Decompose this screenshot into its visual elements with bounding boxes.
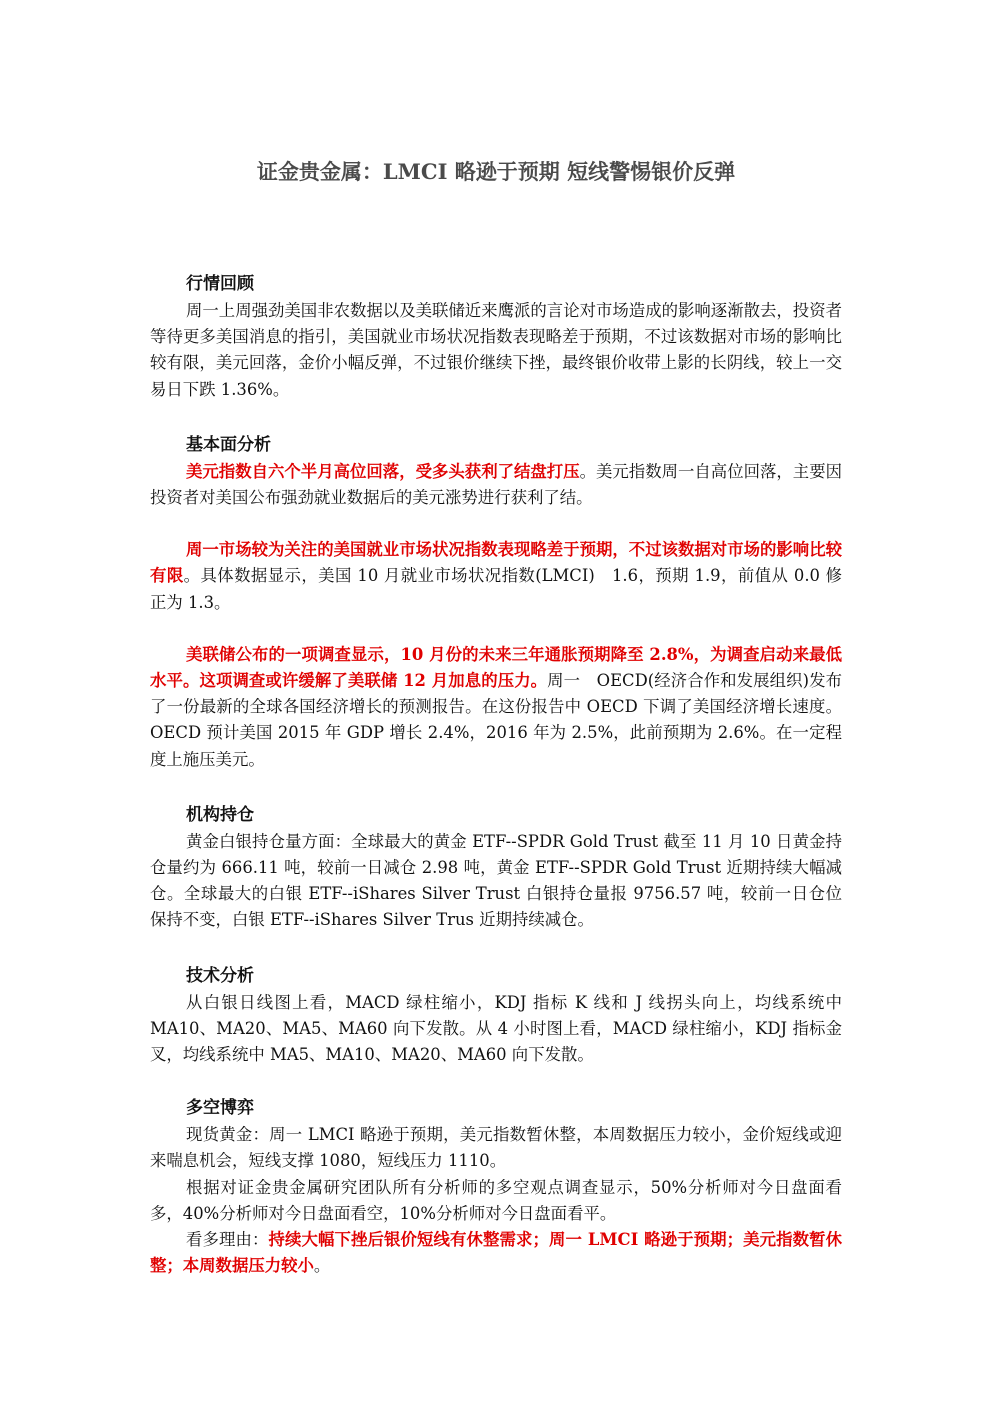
paragraph: 黄金白银持仓量方面：全球最大的黄金 ETF--SPDR Gold Trust 截至 11 月 10 日黄金持仓量约为 666.11 吨，较前一日减仓 2.98 吨，黄金 ETF--SPDR Gold Trust 近期持续大幅减仓。全球最大的白银 ETF--iShares Silver Trust 白银持仓量报 9756.57 吨，较前一日仓位保持不变，白银 ETF--iShares Silver Trus 近期持续减仓。 xyxy=(150,831,842,930)
paragraph xyxy=(150,459,842,511)
paragraph: 根据对证金贵金属研究团队所有分析师的多空观点调查显示，50%分析师对今日盘面看多，40%分析师对今日盘面看空，10%分析师对今日盘面看平。 xyxy=(150,1177,842,1223)
document-page xyxy=(150,150,842,1279)
section-heading: 机构持仓 xyxy=(186,804,254,825)
section-heading: 行情回顾 xyxy=(186,274,254,294)
paragraph: 现货黄金：周一 LMCI 略逊于预期，美元指数暂休整，本周数据压力较小，金价短线或迎来喘息机会，短线支撑 1080，短线压力 1110。 xyxy=(150,1125,842,1171)
section-heading: 多空博弈 xyxy=(186,1098,254,1119)
highlighted-text: 持续大幅下挫后银价短线有休整需求；周一 LMCI 略逊于预期；美元指数暂休整；本周数据压力较小 xyxy=(150,1230,842,1276)
paragraph-text: 周一 OECD(经济合作和发展组织)发布了一份最新的全球各国经济增长的预测报告。在这份报告中 OECD 下调了美国经济增长速度。OECD 预计美国 2015 年 GDP 增长 2.4%，2016 年为 2.5%，此前预期为 2.6%。在一定程度上施压美元。 xyxy=(150,671,842,769)
section-heading: 技术分析 xyxy=(186,965,254,986)
section-institutional-holdings xyxy=(150,803,842,934)
paragraph xyxy=(150,642,842,773)
section-heading: 基本面分析 xyxy=(186,434,271,455)
paragraph xyxy=(150,1227,842,1279)
paragraph-text: 。 xyxy=(313,1256,331,1276)
document-title: 证金贵金属：LMCI 略逊于预期 短线警惕银价反弹 xyxy=(256,159,736,184)
section-fundamental-analysis xyxy=(150,433,842,773)
section-bull-bear xyxy=(150,1096,842,1279)
section-market-review xyxy=(150,272,842,403)
highlighted-text: 美元指数自六个半月高位回落，受多头获利了结盘打压 xyxy=(186,461,580,481)
paragraph-text: 。具体数据显示，美国 10 月就业市场状况指数(LMCI) 1.6，预期 1.9，前值从 0.0 修正为 1.3。 xyxy=(150,566,843,612)
paragraph xyxy=(150,537,842,616)
paragraph: 从白银日线图上看，MACD 绿柱缩小，KDJ 指标 K 线和 J 线拐头向上，均线系统中 MA10、MA20、MA5、MA60 向下发散。从 4 小时图上看，MACD 绿柱缩小，KDJ 指标金叉，均线系统中 MA5、MA10、MA20、MA60 向下发散。 xyxy=(150,992,842,1065)
paragraph: 周一上周强劲美国非农数据以及美联储近来鹰派的言论对市场造成的影响逐渐散去，投资者等待更多美国消息的指引，美国就业市场状况指数表现略差于预期，不过该数据对市场的影响比较有限，美元回落，金价小幅反弹，不过银价继续下挫，最终银价收带上影的长阴线，较上一交易日下跌 1.36%。 xyxy=(150,301,842,399)
section-technical-analysis xyxy=(150,964,842,1069)
paragraph-text: 看多理由： xyxy=(186,1230,269,1250)
highlighted-text: 周一市场较为关注的美国就业市场状况指数表现略差于预期，不过该数据对市场的影响比较有限 xyxy=(150,540,842,586)
paragraph-text: 。美元指数周一自高位回落，主要因投资者对美国公布强劲就业数据后的美元涨势进行获利了结。 xyxy=(150,461,843,508)
highlighted-text: 美联储公布的一项调查显示，10 月份的未来三年通胀预期降至 2.8%，为调查启动来最低水平。这项调查或许缓解了美联储 12 月加息的压力。 xyxy=(150,644,842,691)
